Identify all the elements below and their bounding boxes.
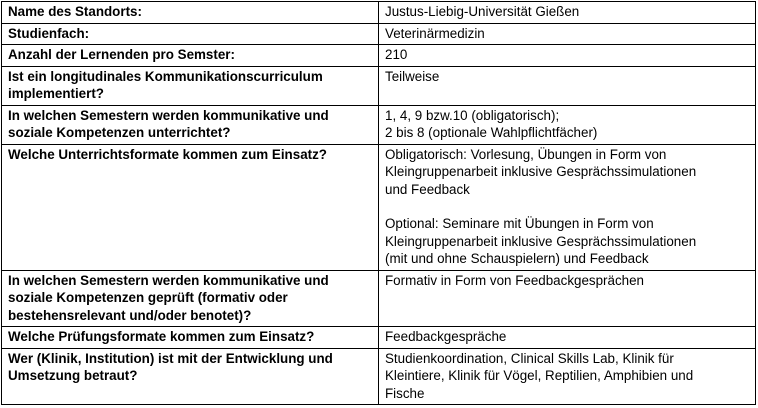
table-row	[2, 348, 756, 405]
row-value: 210	[379, 45, 756, 67]
row-value: Formativ in Form von Feedbackgesprächen	[379, 270, 756, 327]
row-label: Anzahl der Lernenden pro Semster:	[2, 45, 379, 67]
row-value: Veterinärmedizin	[379, 23, 756, 45]
row-label: Welche Prüfungsformate kommen zum Einsatz?	[2, 327, 379, 349]
row-value: Obligatorisch: Vorlesung, Übungen in Form von Kleingruppenarbeit inklusive Gesprächssimulationen und Feedback Optional: Seminare mit Übungen in Form von Kleingruppenarbeit inklusive Gesprächssimulationen (mit und ohne Schauspielern) und Feedback	[379, 144, 756, 270]
row-value: Teilweise	[379, 66, 756, 105]
row-label: Wer (Klinik, Institution) ist mit der Entwicklung und Umsetzung betraut?	[2, 348, 379, 405]
table-row	[2, 144, 756, 270]
row-label: Welche Unterrichtsformate kommen zum Einsatz?	[2, 144, 379, 270]
table-row	[2, 23, 756, 45]
table-row	[2, 45, 756, 67]
row-label: Name des Standorts:	[2, 2, 379, 24]
curriculum-info-table	[1, 1, 756, 405]
table-row	[2, 105, 756, 144]
row-label: Studienfach:	[2, 23, 379, 45]
row-label: In welchen Semestern werden kommunikative und soziale Kompetenzen geprüft (formativ oder bestehensrelevant und/oder benotet)?	[2, 270, 379, 327]
row-value: Justus-Liebig-Universität Gießen	[379, 2, 756, 24]
row-label: Ist ein longitudinales Kommunikationscurriculum implementiert?	[2, 66, 379, 105]
row-value: Studienkoordination, Clinical Skills Lab, Klinik für Kleintiere, Klinik für Vögel, Reptilien, Amphibien und Fische	[379, 348, 756, 405]
table-row	[2, 327, 756, 349]
row-value: 1, 4, 9 bzw.10 (obligatorisch); 2 bis 8 (optionale Wahlpflichtfächer)	[379, 105, 756, 144]
table-row	[2, 270, 756, 327]
table-row	[2, 66, 756, 105]
table-row	[2, 2, 756, 24]
row-label: In welchen Semestern werden kommunikative und soziale Kompetenzen unterrichtet?	[2, 105, 379, 144]
row-value: Feedbackgespräche	[379, 327, 756, 349]
